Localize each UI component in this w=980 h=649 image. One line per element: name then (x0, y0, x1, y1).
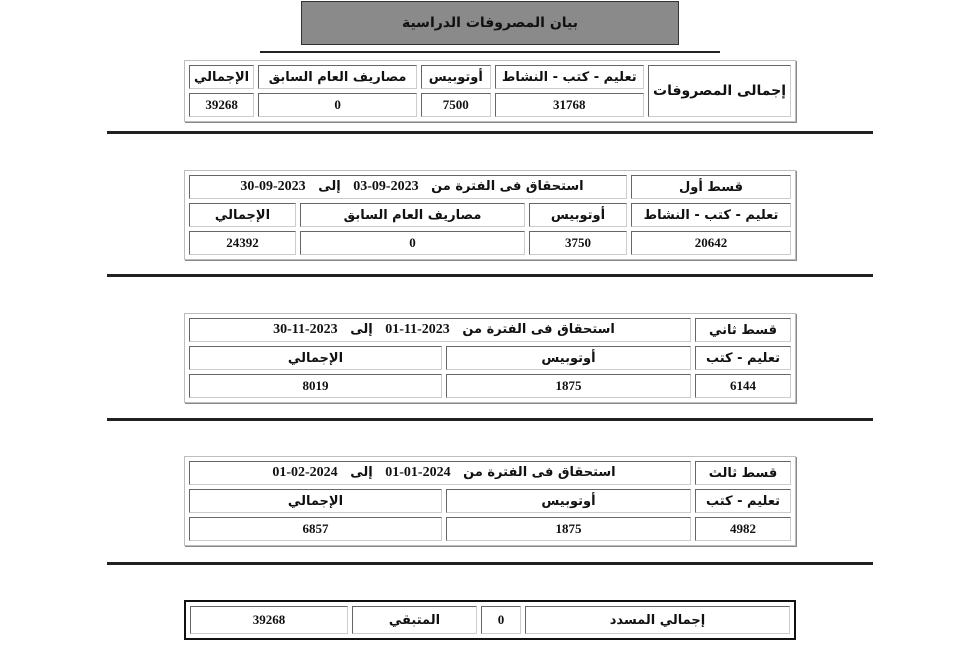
value-education: 4982 (695, 517, 791, 541)
value-total: 8019 (189, 374, 442, 398)
divider (260, 51, 720, 53)
divider (107, 562, 873, 565)
installment-name: قسط ثاني (695, 318, 791, 342)
value-total: 39268 (189, 93, 254, 117)
header-education: تعليم - كتب - النشاط (631, 203, 791, 227)
divider (107, 131, 873, 134)
divider (107, 274, 873, 277)
value-bus: 1875 (446, 374, 691, 398)
period-to: 30-09-2023 (240, 179, 306, 194)
period-label: استحقاق فى الفترة من (431, 179, 584, 194)
header-bus: أوتوبيس (529, 203, 627, 227)
page-title: بيان المصروفات الدراسية (301, 1, 679, 45)
installment-period (189, 461, 691, 485)
header-total: الإجمالي (189, 346, 442, 370)
value-education: 20642 (631, 231, 791, 255)
remaining-value: 39268 (190, 606, 348, 634)
period-from: 01-11-2023 (385, 322, 450, 337)
value-previous-year: 0 (300, 231, 525, 255)
installment-period (189, 175, 627, 199)
divider (107, 418, 873, 421)
remaining-label: المتبقي (352, 606, 477, 634)
paid-label: إجمالي المسدد (525, 606, 790, 634)
totals-table (184, 600, 796, 640)
header-total: الإجمالي (189, 203, 296, 227)
period-to: 30-11-2023 (273, 322, 338, 337)
period-to-label: إلى (318, 179, 341, 194)
value-bus: 7500 (421, 93, 490, 117)
period-from: 01-01-2024 (385, 465, 451, 480)
header-education: تعليم - كتب - النشاط (495, 65, 645, 89)
installment-name: قسط أول (631, 175, 791, 199)
header-bus: أوتوبيس (446, 489, 691, 513)
header-education: تعليم - كتب (695, 489, 791, 513)
period-label: استحقاق فى الفترة من (463, 465, 616, 480)
period-from: 03-09-2023 (353, 179, 419, 194)
period-label: استحقاق فى الفترة من (462, 322, 615, 337)
value-previous-year: 0 (258, 93, 417, 117)
period-to-label: إلى (350, 465, 373, 480)
summary-label: إجمالى المصروفات (648, 65, 791, 117)
header-previous-year: مصاريف العام السابق (300, 203, 525, 227)
installment-period (189, 318, 691, 342)
installment-name: قسط ثالث (695, 461, 791, 485)
installment-2-table (184, 313, 796, 403)
installment-1-table (184, 170, 796, 260)
value-education: 31768 (495, 93, 645, 117)
paid-value: 0 (481, 606, 521, 634)
header-education: تعليم - كتب (695, 346, 791, 370)
installment-3-table (184, 456, 796, 546)
value-total: 6857 (189, 517, 442, 541)
value-bus: 1875 (446, 517, 691, 541)
header-total: الإجمالي (189, 65, 254, 89)
header-bus: أوتوبيس (421, 65, 490, 89)
summary-table (184, 60, 796, 122)
header-total: الإجمالي (189, 489, 442, 513)
value-bus: 3750 (529, 231, 627, 255)
value-education: 6144 (695, 374, 791, 398)
header-previous-year: مصاريف العام السابق (258, 65, 417, 89)
value-total: 24392 (189, 231, 296, 255)
period-to: 01-02-2024 (272, 465, 338, 480)
header-bus: أوتوبيس (446, 346, 691, 370)
period-to-label: إلى (350, 322, 373, 337)
